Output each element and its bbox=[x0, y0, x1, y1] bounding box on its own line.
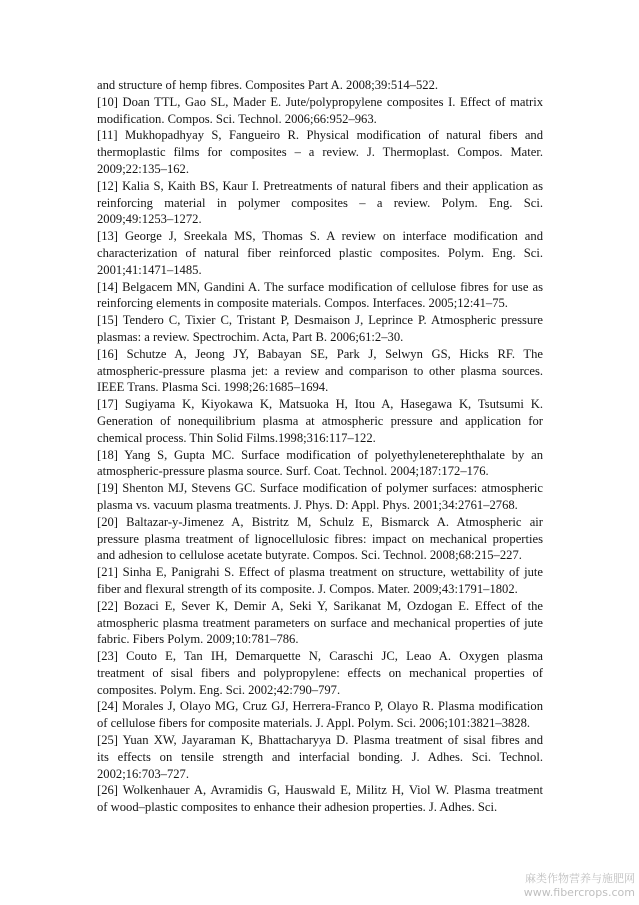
reference-line: [18] Yang S, Gupta MC. Surface modification of polyethyleneterephthalate by an bbox=[97, 447, 543, 462]
watermark-site-name: 麻类作物营养与施肥网 bbox=[525, 872, 635, 885]
reference-line: [11] Mukhopadhyay S, Fangueiro R. Physical modification of natural fibers and bbox=[97, 128, 543, 143]
reference-line: reinforcing elements in composite materials. Compos. Interfaces. 2005;12:41–75. bbox=[97, 296, 508, 311]
reference-line: Generation of nonequilibrium plasma at atmospheric pressure and application for bbox=[97, 413, 543, 428]
reference-line: fiber and flexural strength of its composite. J. Compos. Mater. 2009;43:1791–1802. bbox=[97, 581, 518, 596]
reference-line: [17] Sugiyama K, Kiyokawa K, Matsuoka H, Itou A, Hasegawa K, Tsutsumi K. bbox=[97, 397, 543, 412]
reference-list bbox=[97, 77, 543, 816]
reference-line: [14] Belgacem MN, Gandini A. The surface modification of cellulose fibres for use as bbox=[97, 279, 543, 294]
reference-line: [16] Schutze A, Jeong JY, Babayan SE, Park J, Selwyn GS, Hicks RF. The bbox=[97, 346, 543, 361]
reference-line: atmospheric plasma treatment parameters on surface and mechanical properties of jute bbox=[97, 615, 543, 630]
reference-line: [23] Couto E, Tan IH, Demarquette N, Caraschi JC, Leao A. Oxygen plasma bbox=[97, 649, 543, 664]
reference-entry bbox=[97, 782, 543, 816]
reference-line: 2002;16:703–727. bbox=[97, 766, 190, 781]
reference-entry bbox=[97, 564, 543, 598]
reference-line: [10] Doan TTL, Gao SL, Mader E. Jute/polypropylene composites I. Effect of matrix bbox=[97, 94, 543, 109]
reference-entry bbox=[97, 346, 543, 396]
reference-entry bbox=[97, 396, 543, 446]
reference-entry bbox=[97, 178, 543, 228]
reference-line: pressure plasma treatment of lignocellulosic fibres: impact on mechanical properties bbox=[97, 531, 543, 546]
reference-entry bbox=[97, 312, 543, 346]
reference-entry bbox=[97, 598, 543, 648]
reference-line: [20] Baltazar-y-Jimenez A, Bistritz M, Schulz E, Bismarck A. Atmospheric air bbox=[97, 514, 543, 529]
reference-line: atmospheric-pressure plasma source. Surf. Coat. Technol. 2004;187:172–176. bbox=[97, 464, 489, 479]
reference-line: atmospheric-pressure plasma jet: a review and comparison to other plasma sources. bbox=[97, 363, 543, 378]
reference-line: its effects on tensile strength and interfacial bonding. J. Adhes. Sci. Technol. bbox=[97, 749, 543, 764]
reference-line: [21] Sinha E, Panigrahi S. Effect of plasma treatment on structure, wettability of jute bbox=[97, 565, 543, 580]
reference-line: of cellulose fibers for composite materials. J. Appl. Polym. Sci. 2006;101:3821–3828. bbox=[97, 716, 531, 731]
reference-line: IEEE Trans. Plasma Sci. 1998;26:1685–1694. bbox=[97, 380, 329, 395]
reference-line: and structure of hemp fibres. Composites Part A. 2008;39:514–522. bbox=[97, 78, 439, 92]
reference-line: 2009;22:135–162. bbox=[97, 161, 190, 176]
reference-entry bbox=[97, 480, 543, 514]
reference-line: plasmas: a review. Spectrochim. Acta, Part B. 2006;61:2–30. bbox=[97, 329, 404, 344]
reference-entry bbox=[97, 447, 543, 481]
reference-line: of wood–plastic composites to enhance their adhesion properties. J. Adhes. Sci. bbox=[97, 800, 498, 815]
reference-entry bbox=[97, 279, 543, 313]
reference-line: [13] George J, Sreekala MS, Thomas S. A review on interface modification and bbox=[97, 229, 543, 244]
reference-line: composites. Polym. Eng. Sci. 2002;42:790–797. bbox=[97, 682, 341, 697]
reference-line: [19] Shenton MJ, Stevens GC. Surface modification of polymer surfaces: atmospheric bbox=[97, 481, 543, 496]
reference-line: characterization of natural fiber reinforced plastic composites. Polym. Eng. Sci. bbox=[97, 245, 543, 260]
reference-line: [25] Yuan XW, Jayaraman K, Bhattacharyya D. Plasma treatment of sisal fibres and bbox=[97, 733, 543, 748]
reference-line: reinforcing material in polymer composites – a review. Polym. Eng. Sci. bbox=[97, 195, 543, 210]
reference-entry bbox=[97, 514, 543, 564]
reference-entry bbox=[97, 732, 543, 782]
reference-entry bbox=[97, 648, 543, 698]
reference-line: plasma vs. vacuum plasma treatments. J. Phys. D: Appl. Phys. 2001;34:2761–2768. bbox=[97, 497, 518, 512]
reference-line: treatment of sisal fibers and polypropylene: effects on mechanical properties of bbox=[97, 665, 543, 680]
reference-line: 2001;41:1471–1485. bbox=[97, 262, 202, 277]
reference-line: fabric. Fibers Polym. 2009;10:781–786. bbox=[97, 632, 299, 647]
reference-entry bbox=[97, 228, 543, 278]
watermark-url: www.fibercrops.com bbox=[523, 886, 635, 899]
site-watermark bbox=[524, 872, 635, 900]
reference-line: [22] Bozaci E, Sever K, Demir A, Seki Y, Sarikanat M, Ozdogan E. Effect of the bbox=[97, 598, 543, 613]
reference-line: chemical process. Thin Solid Films.1998;316:117–122. bbox=[97, 430, 376, 445]
reference-line: [24] Morales J, Olayo MG, Cruz GJ, Herrera-Franco P, Olayo R. Plasma modification bbox=[97, 699, 543, 714]
reference-line: [12] Kalia S, Kaith BS, Kaur I. Pretreatments of natural fibers and their application as bbox=[97, 178, 543, 193]
reference-entry bbox=[97, 127, 543, 177]
reference-line: [26] Wolkenhauer A, Avramidis G, Hauswald E, Militz H, Viol W. Plasma treatment bbox=[97, 783, 543, 798]
reference-line: [15] Tendero C, Tixier C, Tristant P, Desmaison J, Leprince P. Atmospheric pressure bbox=[97, 313, 543, 328]
reference-entry bbox=[97, 77, 543, 94]
reference-line: and adhesion to cellulose acetate butyrate. Compos. Sci. Technol. 2008;68:215–227. bbox=[97, 548, 522, 563]
reference-line: 2009;49:1253–1272. bbox=[97, 212, 202, 227]
reference-entry bbox=[97, 698, 543, 732]
reference-line: modification. Compos. Sci. Technol. 2006;66:952–963. bbox=[97, 111, 377, 126]
reference-entry bbox=[97, 94, 543, 128]
reference-line: thermoplastic films for composites – a review. J. Thermoplast. Compos. Mater. bbox=[97, 145, 543, 160]
